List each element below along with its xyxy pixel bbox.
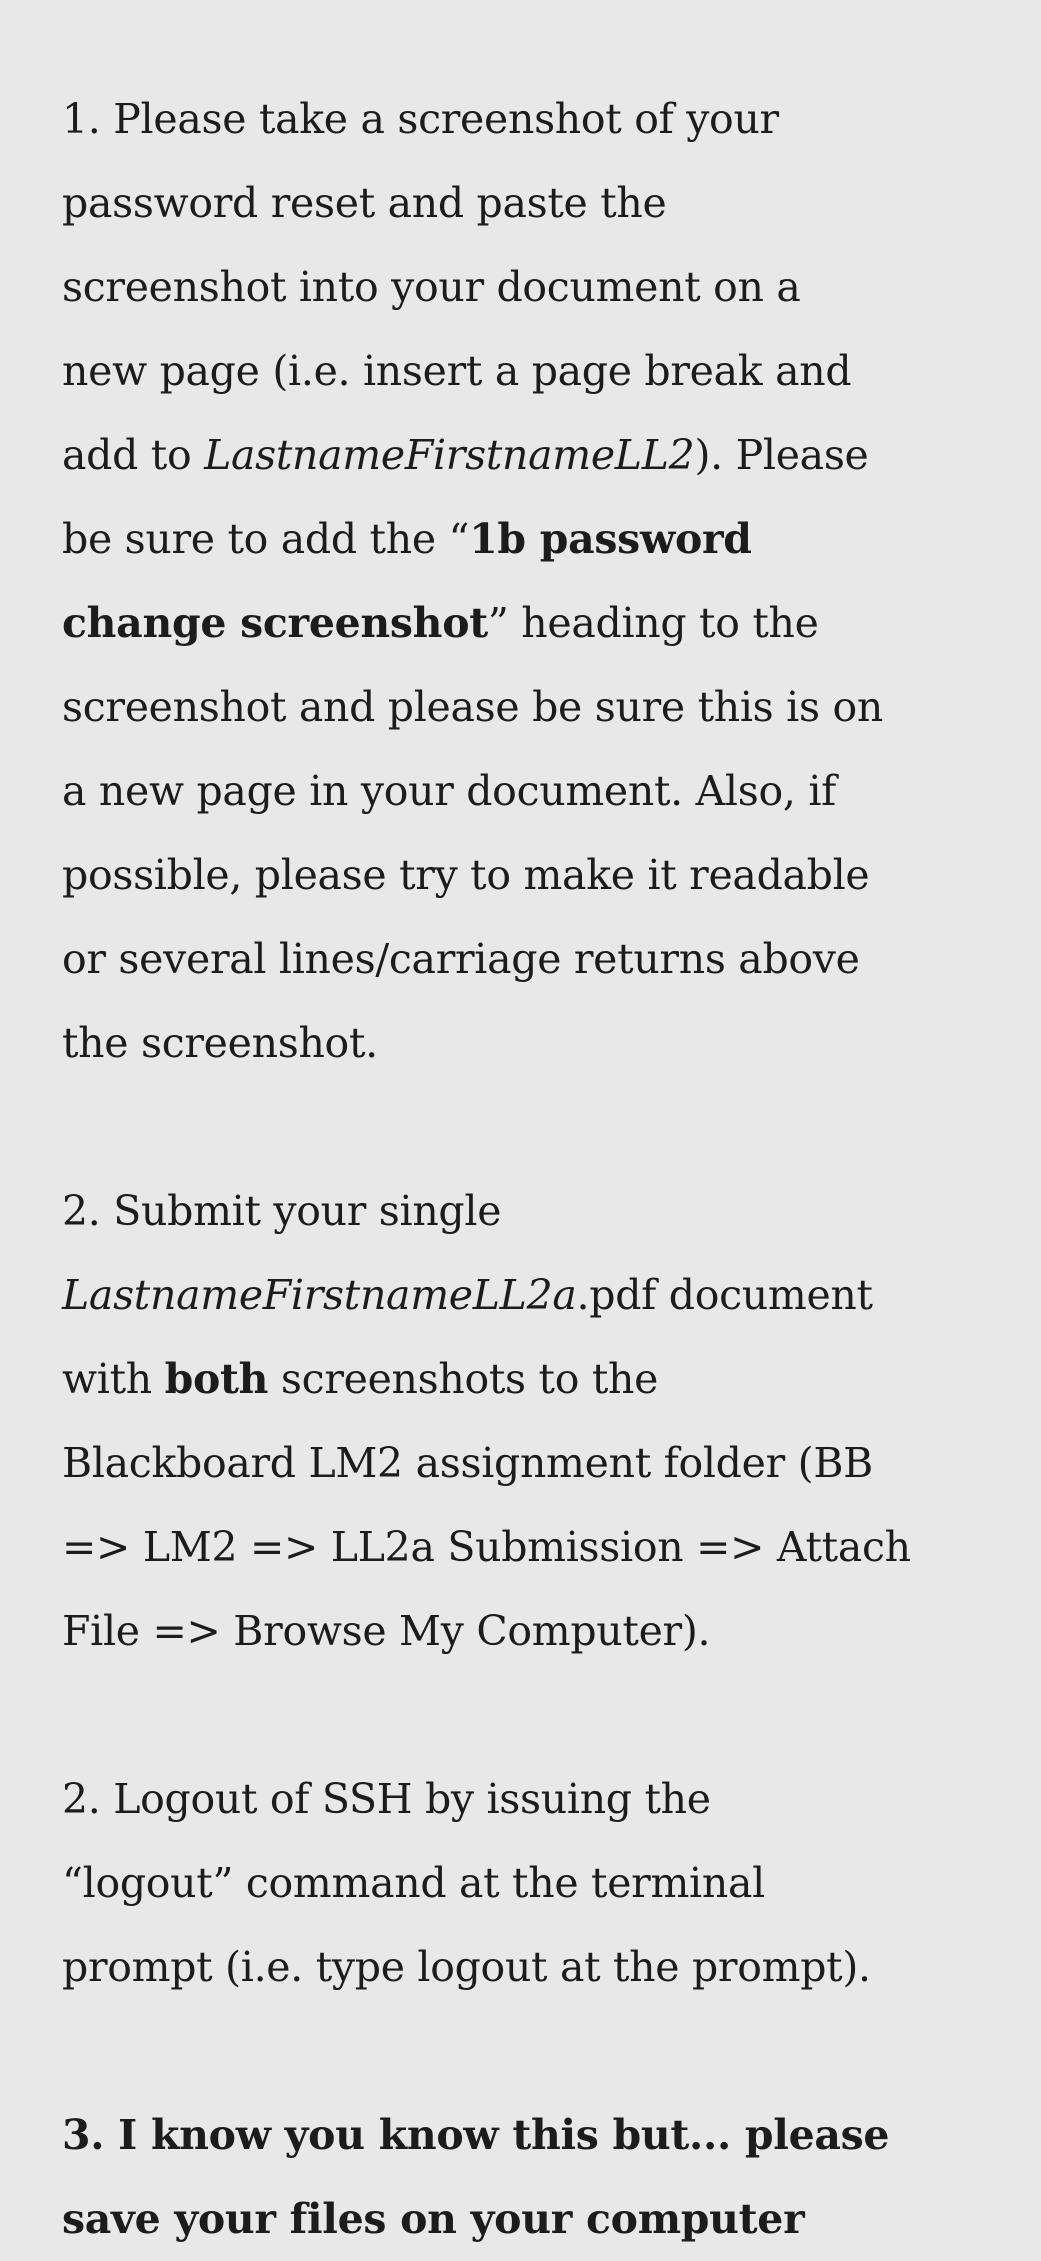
- text-line: [62, 1169, 1022, 1253]
- paragraph-spacer: [62, 1673, 1022, 1757]
- text-segment: screenshots to the: [268, 1355, 659, 1403]
- paragraph: [62, 1169, 1022, 1673]
- text-segment: “logout” command at the terminal: [62, 1859, 765, 1907]
- text-line: [62, 1001, 1022, 1085]
- text-segment: Blackboard LM2 assignment folder (BB: [62, 1439, 873, 1487]
- text-line: [62, 665, 1022, 749]
- text-segment: add to: [62, 431, 205, 479]
- text-segment: with: [62, 1355, 165, 1403]
- italic-text: LastnameFirstnameLL2: [204, 431, 695, 479]
- text-segment: 2. Logout of SSH by issuing the: [62, 1775, 711, 1823]
- text-segment: ). Please: [694, 431, 869, 479]
- italic-text: LastnameFirstnameLL2a: [62, 1271, 577, 1319]
- bold-text: both: [164, 1355, 269, 1403]
- paragraph-spacer: [62, 1085, 1022, 1169]
- document-body: [62, 77, 1022, 2261]
- text-segment: screenshot and please be sure this is on: [62, 683, 883, 731]
- text-segment: 2. Submit your single: [62, 1187, 502, 1235]
- text-line: [62, 1421, 1022, 1505]
- text-line: [62, 1505, 1022, 1589]
- text-segment: the screenshot.: [62, 1019, 378, 1067]
- text-line: [62, 749, 1022, 833]
- text-line: [62, 413, 1022, 497]
- text-line: [62, 1253, 1022, 1337]
- text-line: [62, 581, 1022, 665]
- text-segment: or several lines/carriage returns above: [62, 935, 860, 983]
- text-segment: .pdf document: [576, 1271, 873, 1319]
- text-segment: possible, please try to make it readable: [62, 851, 870, 899]
- text-line: [62, 1841, 1022, 1925]
- text-segment: new page (i.e. insert a page break and: [62, 347, 852, 395]
- text-segment: 1. Please take a screenshot of your: [62, 95, 779, 143]
- text-line: [62, 833, 1022, 917]
- text-segment: => LM2 => LL2a Submission => Attach: [62, 1523, 911, 1571]
- text-segment: screenshot into your document on a: [62, 263, 801, 311]
- text-line: [62, 1925, 1022, 2009]
- text-segment: be sure to add the “: [62, 515, 470, 563]
- text-segment: File => Browse My Computer).: [62, 1607, 711, 1655]
- paragraph: [62, 1757, 1022, 2009]
- text-line: [62, 2093, 1022, 2177]
- paragraph: [62, 2093, 1022, 2261]
- text-segment: ” heading to the: [487, 599, 819, 647]
- paragraph: [62, 77, 1022, 1085]
- text-line: [62, 2177, 1022, 2261]
- text-line: [62, 917, 1022, 1001]
- text-line: [62, 329, 1022, 413]
- bold-text: save your files on your computer: [62, 2195, 805, 2243]
- text-line: [62, 1337, 1022, 1421]
- text-segment: prompt (i.e. type logout at the prompt).: [62, 1943, 871, 1991]
- bold-text: 3. I know you know this but... please: [62, 2111, 890, 2159]
- text-line: [62, 497, 1022, 581]
- text-line: [62, 1589, 1022, 1673]
- text-line: [62, 1757, 1022, 1841]
- text-line: [62, 161, 1022, 245]
- text-segment: a new page in your document. Also, if: [62, 767, 837, 815]
- paragraph-spacer: [62, 2009, 1022, 2093]
- bold-text: 1b password: [469, 515, 752, 563]
- text-segment: password reset and paste the: [62, 179, 667, 227]
- text-line: [62, 245, 1022, 329]
- bold-text: change screenshot: [62, 599, 488, 647]
- text-line: [62, 77, 1022, 161]
